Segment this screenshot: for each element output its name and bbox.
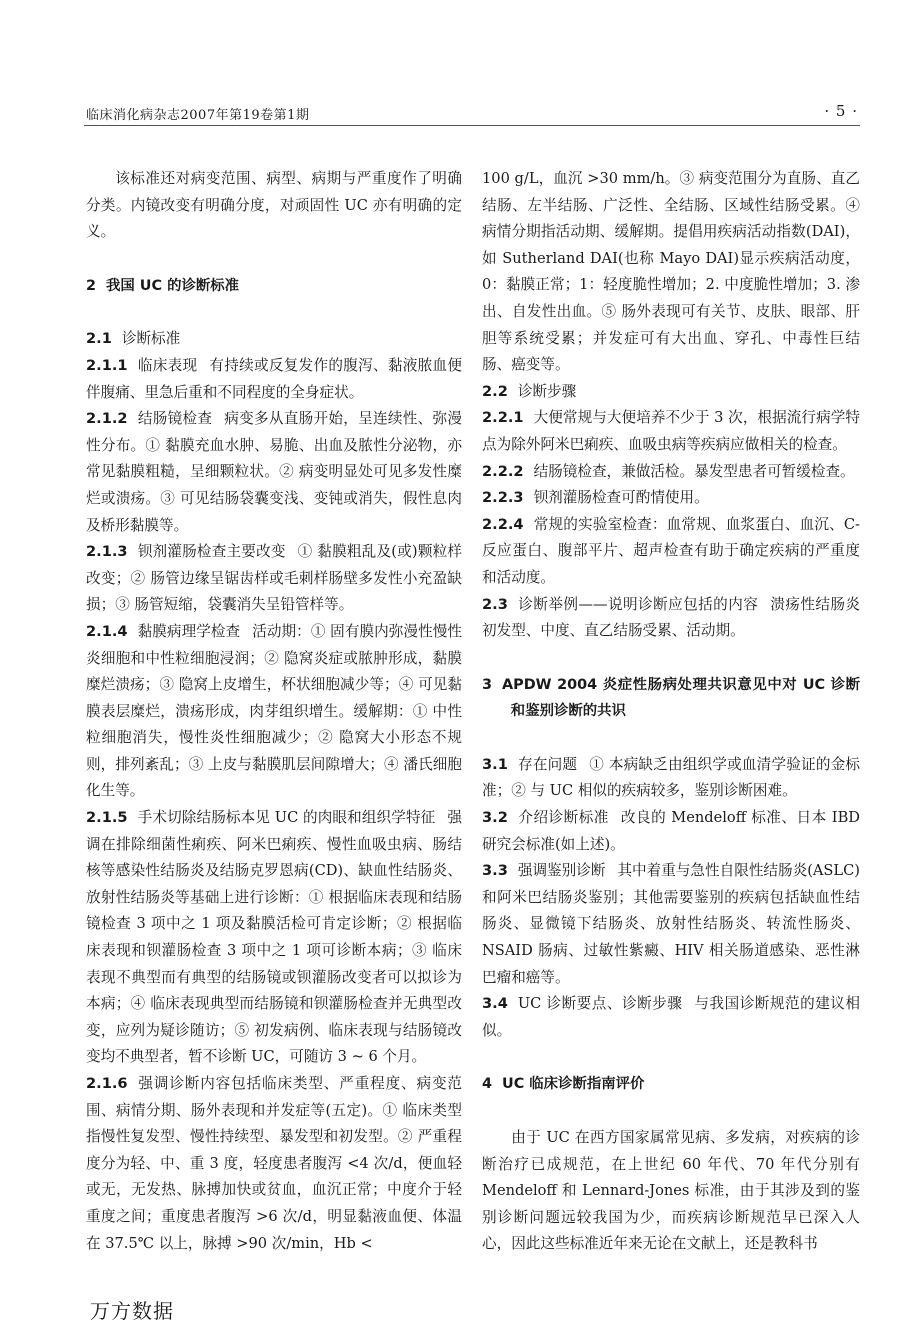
section-title: 诊断标准: [121, 330, 181, 348]
section-text: ① 本病缺乏由组织学或血清学验证的金标准；② 与 UC 相似的疾病较多，鉴别诊断困难。: [482, 755, 860, 800]
section-title: 临床表现: [137, 356, 198, 374]
footer-watermark-text: 万方数据: [90, 1299, 174, 1323]
section-number: 2.3: [482, 595, 508, 613]
section-2-1-heading: [86, 326, 462, 353]
section-text: 与我国诊断规范的建议相似。: [482, 995, 860, 1039]
section-title: 介绍诊断标准: [517, 809, 609, 827]
section-text: 改良的 Mendeloff 标准、日本 IBD 研究会标准(如上述)。: [482, 809, 860, 853]
section-2-1-5: [86, 805, 462, 1071]
section-number: 2.1.6: [86, 1075, 128, 1092]
section-number: 2: [86, 277, 97, 294]
section-text: 钡剂灌肠检查可酌情使用。: [533, 489, 709, 507]
section-text: 其中着重与急性自限性结肠炎(ASLC)和阿米巴结肠炎鉴别；其他需要鉴别的疾病包括缺血性结肠炎、显微镜下结肠炎、放射性结肠炎、转流性肠炎、NSAID 肠病、过敏性紫癜、HIV 相关肠道感染、恶性淋巴瘤和癌等。: [482, 862, 860, 986]
continued-paragraph: 100 g/L，血沉 >30 mm/h。③ 病变范围分为直肠、直乙结肠、左半结肠、广泛性、全结肠、区域性结肠受累。④ 病情分期指活动期、缓解期。提倡用疾病活动指数(DAI)，如 Sutherland DAI(也称 Mayo DAI)显示疾病活动度，0：黏膜正常；1：轻度脆性增加；2. 中度脆性增加；3. 渗出、自发性出血。⑤ 肠外表现可有关节、皮肤、眼部、肝胆等系统受累；并发症可有大出血、穿孔、中毒性巨结肠、癌变等。: [482, 170, 860, 374]
section-2-1-2: [86, 406, 462, 539]
section-3-4: [482, 991, 860, 1044]
section-number: 3.4: [482, 995, 508, 1013]
section-text: 有持续或反复发作的腹泻、黏液脓血便伴腹痛、里急后重和不同程度的全身症状。: [86, 356, 462, 401]
section-title: UC 诊断要点、诊断步骤: [517, 995, 683, 1013]
section-number: 2.1.3: [86, 543, 128, 561]
section-2-1-3: [86, 539, 462, 619]
running-header-journal: 临床消化病杂志2007年第19卷第1期: [86, 108, 310, 123]
section-text: 活动期：① 固有膜内弥漫性慢性炎细胞和中性粒细胞浸润；② 隐窝炎症或脓肿形成，黏膜糜烂溃疡；③ 隐窝上皮增生，杯状细胞减少等；④ 可见黏膜表层糜烂，溃疡形成，肉芽组织增生。缓解期：① 中性粒细胞消失，慢性炎性细胞减少；② 隐窝大小形态不规则，排列紊乱；③ 上皮与黏膜肌层间隙增大；④ 潘氏细胞化生等。: [86, 622, 462, 800]
section-text: 病变多从直肠开始，呈连续性、弥漫性分布。① 黏膜充血水肿、易脆、出血及脓性分泌物，亦常见黏膜粗糙，呈细颗粒状。② 病变明显处可见多发性糜烂或溃疡。③ 可见结肠袋囊变浅、变钝或消失，假性息肉及桥形黏膜等。: [86, 410, 462, 534]
section-2-3: [482, 592, 860, 645]
section-2-2-2: [482, 459, 860, 486]
section-text: 结肠镜检查，兼做活检。暴发型患者可暂缓检查。: [533, 462, 855, 480]
section-2-2-4: [482, 512, 860, 592]
section-3-3: [482, 858, 860, 991]
section-text: 大便常规与大便培养不少于 3 次，根据流行病学特点为除外阿米巴痢疾、血吸虫病等疾病应做相关的检查。: [482, 409, 860, 453]
section-number: 3.2: [482, 809, 508, 827]
section-3-2: [482, 805, 860, 858]
section-number: 2.1.4: [86, 622, 128, 640]
right-column: [482, 166, 860, 1258]
section-3-heading: [482, 672, 860, 725]
section-number: 2.2.2: [482, 462, 524, 480]
section-text: 强调在排除细菌性痢疾、阿米巴痢疾、慢性血吸虫病、肠结核等感染性结肠炎及结肠克罗恩病(CD)、缺血性结肠炎、放射性结肠炎等基础上进行诊断：① 根据临床表现和结肠镜检查 3 项中之 1 项及黏膜活检可肯定诊断；② 根据临床表现和钡灌肠检查 3 项中之 1 项可诊断本病；③ 临床表现不典型而有典型的结肠镜或钡灌肠改变者可以拟诊为本病；④ 临床表现典型而结肠镜和钡灌肠检查并无典型改变，应列为疑诊随访；⑤ 初发病例、临床表现与结肠镜改变均不典型者，暂不诊断 UC，可随访 3 ~ 6 个月。: [86, 809, 462, 1066]
section-text: 强调诊断内容包括临床类型、严重程度、病变范围、病情分期、肠外表现和并发症等(五定)。① 临床类型指慢性复发型、慢性持续型、暴发型和初发型。② 严重程度分为轻、中、重 3 度，轻度患者腹泻 <4 次/d，便血轻或无，无发热、脉搏加快或贫血，血沉正常；中度介于轻重度之间；重度患者腹泻 >6 次/d，明显黏液血便、体温在 37.5℃ 以上，脉搏 >90 次/min，Hb <: [86, 1075, 462, 1252]
section-2-2-3: [482, 485, 860, 512]
section-number: 3: [482, 676, 493, 693]
section-4-paragraph: 由于 UC 在西方国家属常见病、多发病，对疾病的诊断治疗已成规范，在上世纪 60 年代、70 年代分别有 Mendeloff 和 Lennard-Jones 标准，由于其涉及到的鉴别诊断问题远较我国为少，而疾病诊断规范早已深入人心，因此这些标准近年来无论在文献上，还是教科书: [482, 1129, 860, 1253]
section-number: 2.2.3: [482, 489, 524, 507]
section-title: 我国 UC 的诊断标准: [106, 277, 240, 294]
section-2-1-6: [86, 1071, 462, 1257]
section-3-1: [482, 752, 860, 805]
section-title: 黏膜病理学检查: [137, 622, 241, 640]
running-header-page-number: · 5 ·: [824, 102, 858, 120]
section-4-heading: [482, 1071, 860, 1098]
section-title: 结肠镜检查: [137, 410, 213, 428]
section-text: 溃疡性结肠炎初发型、中度、直乙结肠受累、活动期。: [482, 595, 860, 640]
left-column: [86, 166, 462, 1257]
section-2-2-heading: [482, 379, 860, 406]
section-number: 2.2.1: [482, 409, 524, 427]
section-2-1-4: [86, 619, 462, 805]
section-number: 2.2.4: [482, 515, 524, 533]
section-2-1-1: [86, 353, 462, 406]
section-title: 手术切除结肠标本见 UC 的肉眼和组织学特征: [137, 809, 436, 827]
section-number: 3.1: [482, 755, 508, 773]
section-number: 2.1.5: [86, 809, 128, 827]
section-number: 2.1: [86, 330, 112, 348]
section-title: UC 临床诊断指南评价: [502, 1076, 645, 1093]
section-title: 强调鉴别诊断: [517, 862, 606, 880]
intro-paragraph: 该标准还对病变范围、病型、病期与严重度作了明确分类。内镜改变有明确分度，对顽固性 UC 亦有明确的定义。: [86, 170, 462, 241]
section-number: 4: [482, 1076, 493, 1093]
section-number: 2.1.1: [86, 356, 128, 374]
section-title: 存在问题: [517, 755, 578, 773]
section-number: 2.2: [482, 382, 508, 400]
section-title: 钡剂灌肠检查主要改变: [137, 543, 286, 561]
section-title: APDW 2004 炎症性肠病处理共识意见中对 UC 诊断和鉴别诊断的共识: [502, 676, 860, 720]
section-2-heading: [86, 273, 462, 300]
section-title: 诊断举例——说明诊断应包括的内容: [517, 595, 759, 613]
section-number: 2.1.2: [86, 410, 128, 428]
section-text: 常规的实验室检查：血常规、血浆蛋白、血沉、C-反应蛋白、腹部平片、超声检查有助于确定疾病的严重度和活动度。: [482, 515, 860, 586]
section-title: 诊断步骤: [517, 382, 577, 400]
section-number: 3.3: [482, 862, 508, 880]
section-text: ① 黏膜粗乱及(或)颗粒样改变；② 肠管边缘呈锯齿样或毛刺样肠壁多发性小充盈缺损；③ 肠管短缩，袋囊消失呈铅管样等。: [86, 543, 462, 614]
header-rule: [84, 125, 860, 126]
section-2-2-1: [482, 405, 860, 458]
